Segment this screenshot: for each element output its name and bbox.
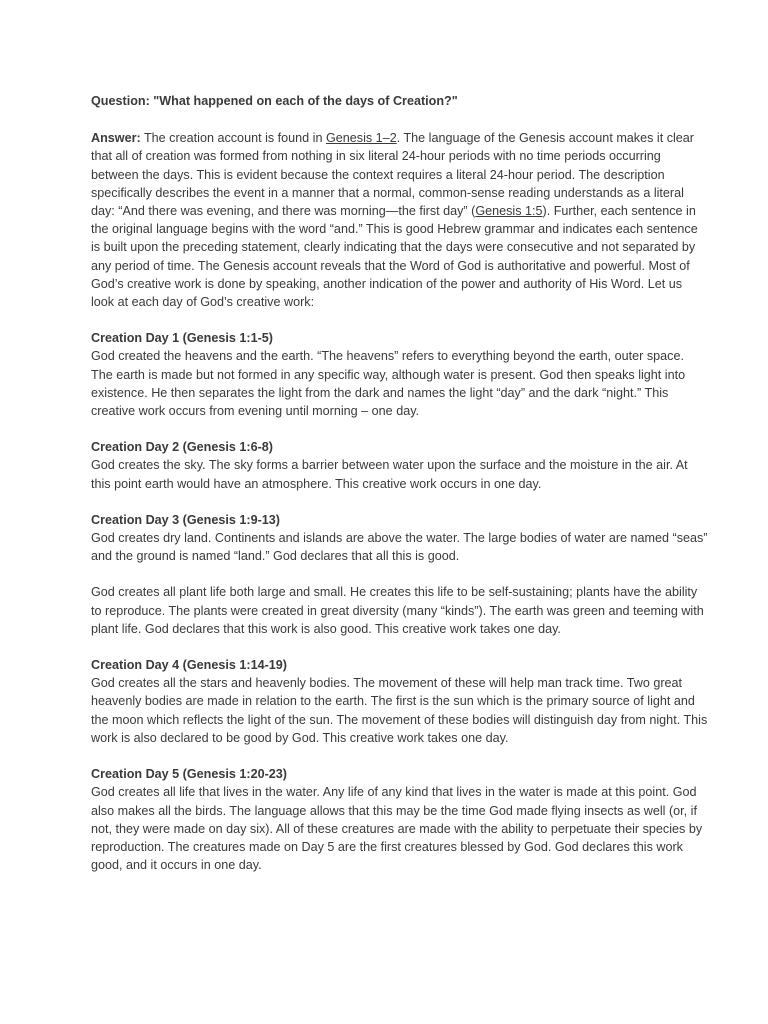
day-3-paragraph-2: God creates all plant life both large and small. He creates this life to be self-sustaining; plants have the ability to reproduce. The plants were created in great diversity (many “kinds”). The earth was green and teeming with plant life. God declares that this work is also good. This creative work takes one day. bbox=[91, 585, 704, 636]
answer-text-3: ). Further, each sentence in the original language begins with the word “and.” This is good Hebrew grammar and indicates each sentence is built upon the preceding statement, clearly indicating that the days were consecutive and not separated by any period of time. The Genesis account reveals that the Word of God is authoritative and powerful. Most of God’s creative work is done by speaking, another indication of the power and authority of His Word. Let us look at each day of God’s creative work: bbox=[91, 204, 698, 310]
answer-text-2: . The language of the Genesis account makes it clear that all of creation was formed from nothing in six literal 24-hour periods with no time periods occurring between the days. This is evident because the context requires a literal 24-hour period. The description specifically describes the event in a manner that a normal, common-sense reading understands as a literal day: “And there was evening, and there was morning—the first day” ( bbox=[91, 131, 694, 219]
day-2-text: God creates the sky. The sky forms a barrier between water upon the surface and the moisture in the air. At this point earth would have an atmosphere. This creative work occurs in one day. bbox=[91, 458, 688, 491]
day-5-text: God creates all life that lives in the water. Any life of any kind that lives in the water is made at this point. God also makes all the birds. The language allows that this may be the time God made flying insects as well (or, if not, they were made on day six). All of these creatures are made with the ability to perpetuate their species by reproduction. The creatures made on Day 5 are the first creatures blessed by God. God declares this work good, and it occurs in one day. bbox=[91, 785, 703, 873]
day-4-text: God creates all the stars and heavenly bodies. The movement of these will help man track time. Two great heavenly bodies are made in relation to the earth. The first is the sun which is the primary source of light and the moon which reflects the light of the sun. The movement of these bodies will distinguish day from night. This work is also declared to be good by God. This creative work takes one day. bbox=[91, 676, 708, 745]
day-4-section bbox=[91, 656, 708, 747]
answer-text-1: The creation account is found in bbox=[140, 131, 326, 146]
day-3-heading: Creation Day 3 (Genesis 1:9-13) bbox=[91, 512, 280, 527]
day-5-heading: Creation Day 5 (Genesis 1:20-23) bbox=[91, 767, 287, 782]
answer-label: Answer: bbox=[91, 131, 141, 146]
day-2-section bbox=[91, 438, 708, 493]
day-4-heading: Creation Day 4 (Genesis 1:14-19) bbox=[91, 658, 287, 673]
day-1-heading: Creation Day 1 (Genesis 1:1-5) bbox=[91, 331, 273, 346]
day-2-heading: Creation Day 2 (Genesis 1:6-8) bbox=[91, 440, 273, 455]
scripture-link-genesis-1-2[interactable]: Genesis 1–2 bbox=[325, 131, 397, 146]
day-3-section bbox=[91, 511, 708, 566]
answer-paragraph bbox=[91, 129, 708, 311]
day-1-text: God created the heavens and the earth. “The heavens” refers to everything beyond the earth, outer space. The earth is made but not formed in any specific way, although water is present. God then speaks light into existence. He then separates the light from the dark and names the light “day” and the dark “night.” This creative work occurs from evening until morning – one day. bbox=[91, 349, 686, 419]
question-heading: Question: "What happened on each of the days of Creation?" bbox=[91, 94, 458, 108]
day-1-section bbox=[91, 329, 708, 420]
day-5-section bbox=[91, 765, 708, 874]
scripture-link-genesis-1-5[interactable]: Genesis 1:5 bbox=[475, 204, 543, 219]
day-3-text-1: God creates dry land. Continents and islands are above the water. The large bodies of water are named “seas” and the ground is named “land.” God declares that all this is good. bbox=[91, 531, 708, 564]
